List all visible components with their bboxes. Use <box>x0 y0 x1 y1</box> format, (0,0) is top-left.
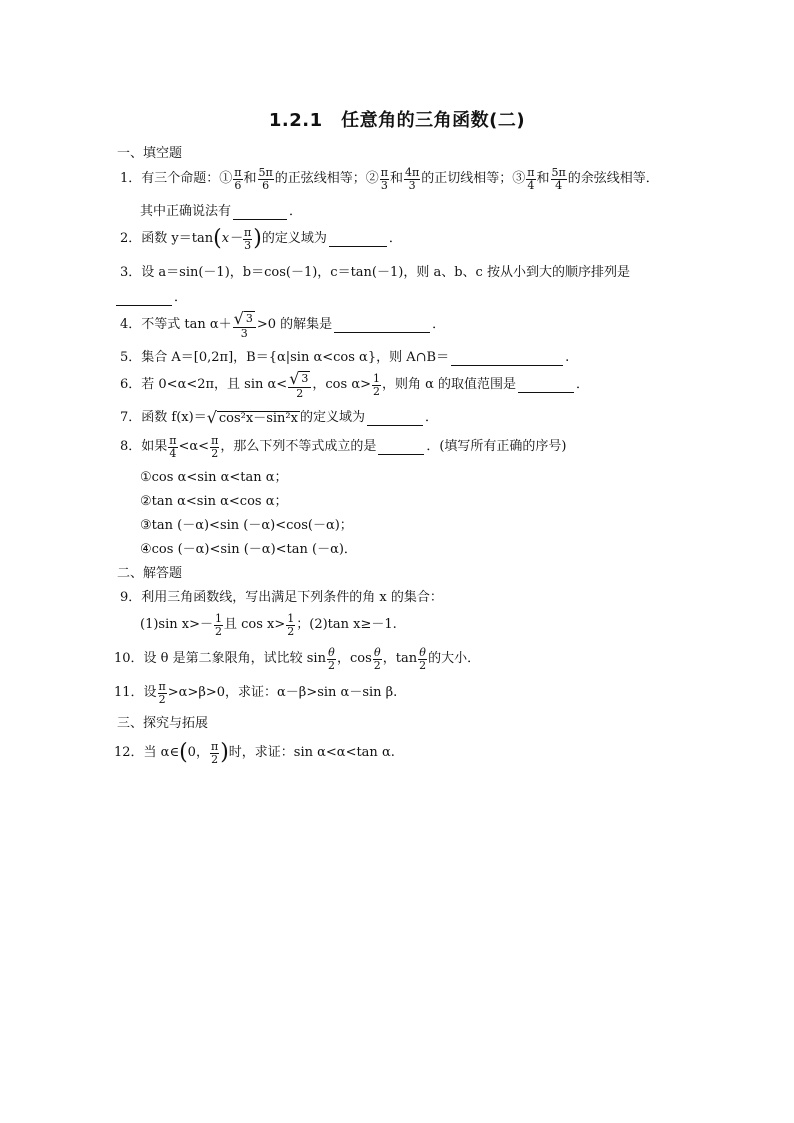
question-5: 5．集合 A＝[0,2π]，B＝{α|sin α<cos α}，则 A∩B＝ . <box>120 350 570 365</box>
question-9-conditions: (1)sin x>－ $\frac{1}{2}$ 且 cos x> $\frac{1}{2}$ ；(2)tan x≥－1. <box>140 611 397 638</box>
fraction: √ 3 2 <box>288 371 311 400</box>
fraction: $\frac{1}{2}$ <box>373 371 380 398</box>
answer-blank[interactable] <box>233 205 287 220</box>
option-2: ②tan α<sin α<cos α； <box>140 494 288 509</box>
fraction: $\frac{\theta}{2}$ <box>327 645 335 672</box>
question-8: 8．如果 $\frac{\pi}{4}$ <α< $\frac{\pi}{2}$ ，那么下列不等式成立的是 ．(填写所有正确的序号) <box>120 433 567 460</box>
question-3-line-2: ． <box>114 287 187 309</box>
fraction: √ 3 3 <box>233 311 256 340</box>
question-4: 4．不等式 tan α＋ √ 3 3 >0 的解集是 ． <box>120 308 446 340</box>
fraction: $\frac{\theta}{2}$ <box>419 645 427 672</box>
fraction: $\frac{\pi}{6}$ <box>234 165 242 192</box>
question-2: 2．函数 y＝tan ( x－ $\frac{\pi}{3}$ ) 的定义域为 ． <box>120 225 402 252</box>
fraction: $\frac{1}{2}$ <box>214 611 222 638</box>
fraction: $\frac{\pi}{2}$ <box>211 433 219 460</box>
option-1: ①cos α<sin α<tan α； <box>140 470 288 485</box>
fraction: $\frac{\pi}{3}$ <box>380 165 389 192</box>
option-4: ④cos (－α)<sin (－α)<tan (－α)． <box>140 542 357 557</box>
answer-blank[interactable] <box>367 411 423 426</box>
question-12: 12．当 α∈ ( 0， $\frac{\pi}{2}$ ) 时，求证：sin α<α<tan α. <box>114 739 395 766</box>
question-10: 10．设 θ 是第二象限角，试比较 sin $\frac{\theta}{2}$ ，cos $\frac{\theta}{2}$ ，tan $\frac{\theta}{2}$ 的大小． <box>114 645 481 672</box>
question-11: 11．设 $\frac{\pi}{2}$ >α>β>0，求证：α－β>sin α－sin β. <box>114 679 398 706</box>
answer-blank[interactable] <box>451 351 563 366</box>
question-9: 9．利用三角函数线，写出满足下列条件的角 x 的集合： <box>120 590 443 605</box>
question-3: 3．设 a＝sin(－1)，b＝cos(－1)，c＝tan(－1)，则 a、b、c 按从小到大的顺序排列是 <box>120 265 630 280</box>
answer-blank[interactable] <box>334 318 430 333</box>
section-fill-in: 一、填空题 <box>117 146 183 161</box>
fraction: $\frac{4\pi}{3}$ <box>405 165 420 192</box>
question-7: 7．函数 f(x)＝ √ cos²x－sin²x 的定义域为 ． <box>120 408 439 427</box>
square-root: √ cos²x－sin²x <box>206 408 298 427</box>
fraction: $\frac{5\pi}{4}$ <box>551 165 566 192</box>
option-3: ③tan (－α)<sin (－α)<cos(－α)； <box>140 518 353 533</box>
question-1: 1．有三个命题：① $\frac{\pi}{6}$ 和 $\frac{5\pi}{6}$ 的正弦线相等；② $\frac{\pi}{3}$ 和 $\frac{4\pi}{3}$ 的正切线相等；③ $\frac{\pi}{4}$ 和 $\frac{5\pi}{4}$ 的余弦线相等． <box>120 165 659 192</box>
fraction: $\frac{\pi}{4}$ <box>169 433 177 460</box>
fraction: $\frac{\pi}{2}$ <box>158 679 166 706</box>
fraction: $\frac{\pi}{2}$ <box>210 739 219 766</box>
section-explore: 三、探究与拓展 <box>117 716 209 731</box>
answer-blank[interactable] <box>518 378 574 393</box>
fraction: $\frac{1}{2}$ <box>287 611 295 638</box>
answer-blank[interactable] <box>378 440 424 455</box>
fraction: $\frac{\theta}{2}$ <box>373 645 381 672</box>
answer-blank[interactable] <box>116 291 172 306</box>
fraction: $\frac{5\pi}{6}$ <box>258 165 273 192</box>
question-1-line-2: 其中正确说法有 ． <box>140 204 303 219</box>
question-6: 6．若 0<α<2π，且 sin α< √ 3 2 ，cos α> $\frac{1}{2}$ ，则角 α 的取值范围是 ． <box>120 368 590 400</box>
answer-blank[interactable] <box>329 232 387 247</box>
section-answer: 二、解答题 <box>117 566 183 581</box>
page-title: 1.2.1 任意角的三角函数(二) <box>268 110 526 131</box>
fraction: $\frac{\pi}{4}$ <box>527 165 535 192</box>
fraction: $\frac{\pi}{3}$ <box>244 225 252 252</box>
